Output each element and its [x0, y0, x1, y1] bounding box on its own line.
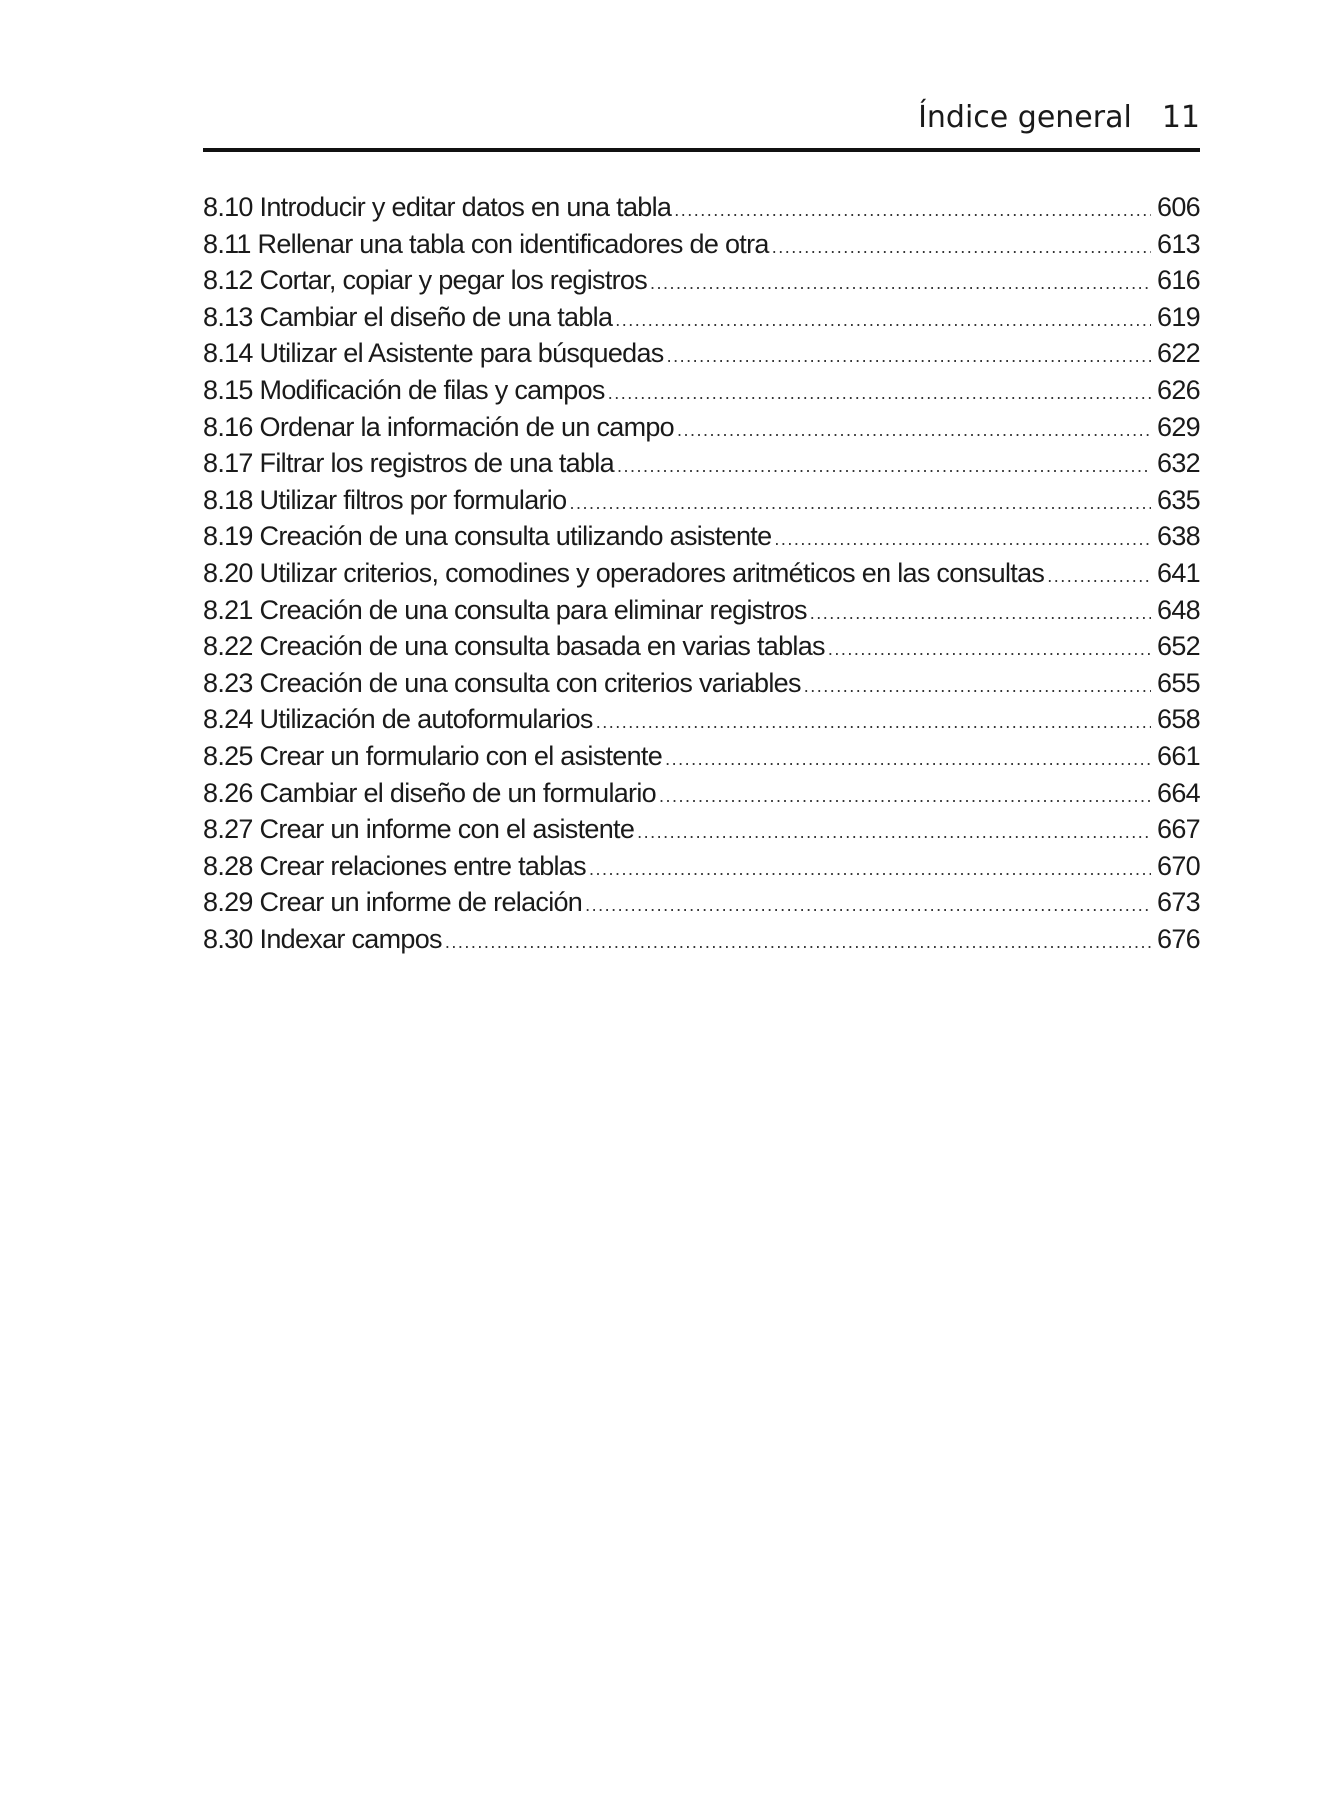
toc-entry-title: 8.10 Introducir y editar datos en una tabla [203, 192, 672, 222]
toc-entry [203, 229, 1200, 266]
toc-entry [203, 887, 1200, 924]
toc-entry [203, 485, 1200, 522]
toc-entry-page: 622 [1157, 338, 1200, 369]
toc-entry [203, 412, 1200, 449]
dot-leader [772, 237, 1151, 258]
dot-leader [615, 310, 1151, 331]
dot-leader [828, 639, 1151, 660]
toc-entry-title: 8.15 Modificación de filas y campos [203, 374, 605, 405]
dot-leader [665, 749, 1151, 770]
toc-entry [203, 924, 1200, 961]
toc-entry-page: 638 [1157, 521, 1200, 552]
toc-entry [203, 814, 1200, 851]
toc-entry-page: 676 [1157, 923, 1200, 954]
toc-entry-page: 641 [1157, 557, 1200, 588]
toc-entry [203, 668, 1200, 705]
toc-entry-title: 8.13 Cambiar el diseño de una tabla [203, 301, 613, 332]
toc-entry-page: 613 [1157, 228, 1200, 259]
table-of-contents [203, 192, 1200, 960]
dot-leader [617, 456, 1151, 477]
dot-leader [659, 786, 1151, 807]
toc-entry-title: 8.21 Creación de una consulta para eliminar registros [203, 594, 807, 625]
toc-entry [203, 778, 1200, 815]
toc-entry-title: 8.12 Cortar, copiar y pegar los registros [203, 265, 648, 296]
toc-entry-title: 8.18 Utilizar filtros por formulario [203, 484, 567, 515]
dot-leader [667, 346, 1151, 367]
dot-leader [608, 383, 1151, 404]
toc-entry-title: 8.29 Crear un informe de relación [203, 887, 583, 918]
toc-entry-title: 8.17 Filtrar los registros de una tabla [203, 448, 614, 479]
toc-entry-page: 673 [1157, 887, 1200, 918]
toc-entry-page: 629 [1157, 411, 1200, 442]
toc-entry [203, 192, 1200, 229]
toc-entry [203, 448, 1200, 485]
toc-entry-title: 8.23 Creación de una consulta con criterios variables [203, 667, 801, 698]
dot-leader [596, 712, 1151, 733]
toc-entry-page: 616 [1157, 265, 1200, 296]
toc-entry-title: 8.14 Utilizar el Asistente para búsquedas [203, 338, 664, 369]
dot-leader [445, 932, 1151, 953]
toc-entry-title: 8.11 Rellenar una tabla con identificadores de otra [203, 228, 769, 259]
header-page-number: 11 [1161, 100, 1200, 135]
toc-entry [203, 338, 1200, 375]
dot-leader [637, 822, 1151, 843]
toc-entry [203, 704, 1200, 741]
toc-entry [203, 375, 1200, 412]
page-header [203, 92, 1200, 152]
toc-entry-title: 8.26 Cambiar el diseño de un formulario [203, 777, 656, 808]
toc-entry-page: 619 [1157, 301, 1200, 332]
dot-leader [810, 603, 1151, 624]
toc-entry [203, 521, 1200, 558]
toc-entry-title: 8.27 Crear un informe con el asistente [203, 814, 635, 845]
toc-entry-page: 667 [1157, 814, 1200, 845]
dot-leader [674, 200, 1151, 221]
toc-entry-page: 606 [1157, 192, 1200, 222]
toc-entry-title: 8.30 Indexar campos [203, 923, 442, 954]
toc-entry-page: 664 [1157, 777, 1200, 808]
toc-entry-page: 658 [1157, 704, 1200, 735]
dot-leader [677, 420, 1151, 441]
dot-leader [774, 529, 1151, 550]
toc-entry-page: 635 [1157, 484, 1200, 515]
toc-entry-title: 8.25 Crear un formulario con el asistente [203, 740, 663, 771]
toc-entry [203, 302, 1200, 339]
toc-entry [203, 631, 1200, 668]
running-header [918, 100, 1200, 135]
dot-leader [569, 493, 1151, 514]
toc-entry-title: 8.28 Crear relaciones entre tablas [203, 850, 586, 881]
dot-leader [589, 859, 1151, 880]
toc-entry-page: 661 [1157, 740, 1200, 771]
toc-entry-title: 8.19 Creación de una consulta utilizando asistente [203, 521, 772, 552]
toc-entry-page: 648 [1157, 594, 1200, 625]
dot-leader [585, 895, 1151, 916]
toc-entry-page: 626 [1157, 374, 1200, 405]
dot-leader [804, 676, 1151, 697]
toc-entry-page: 652 [1157, 631, 1200, 662]
toc-entry [203, 741, 1200, 778]
toc-entry-page: 632 [1157, 448, 1200, 479]
dot-leader [650, 273, 1151, 294]
toc-entry-title: 8.16 Ordenar la información de un campo [203, 411, 674, 442]
toc-entry [203, 265, 1200, 302]
toc-entry [203, 595, 1200, 632]
toc-entry-title: 8.20 Utilizar criterios, comodines y operadores aritméticos en las consultas [203, 557, 1045, 588]
toc-entry-page: 655 [1157, 667, 1200, 698]
toc-entry-title: 8.24 Utilización de autoformularios [203, 704, 593, 735]
dot-leader [1047, 566, 1151, 587]
toc-entry [203, 851, 1200, 888]
header-title: Índice general [918, 100, 1132, 135]
toc-entry-title: 8.22 Creación de una consulta basada en varias tablas [203, 631, 825, 662]
toc-entry [203, 558, 1200, 595]
toc-entry-page: 670 [1157, 850, 1200, 881]
